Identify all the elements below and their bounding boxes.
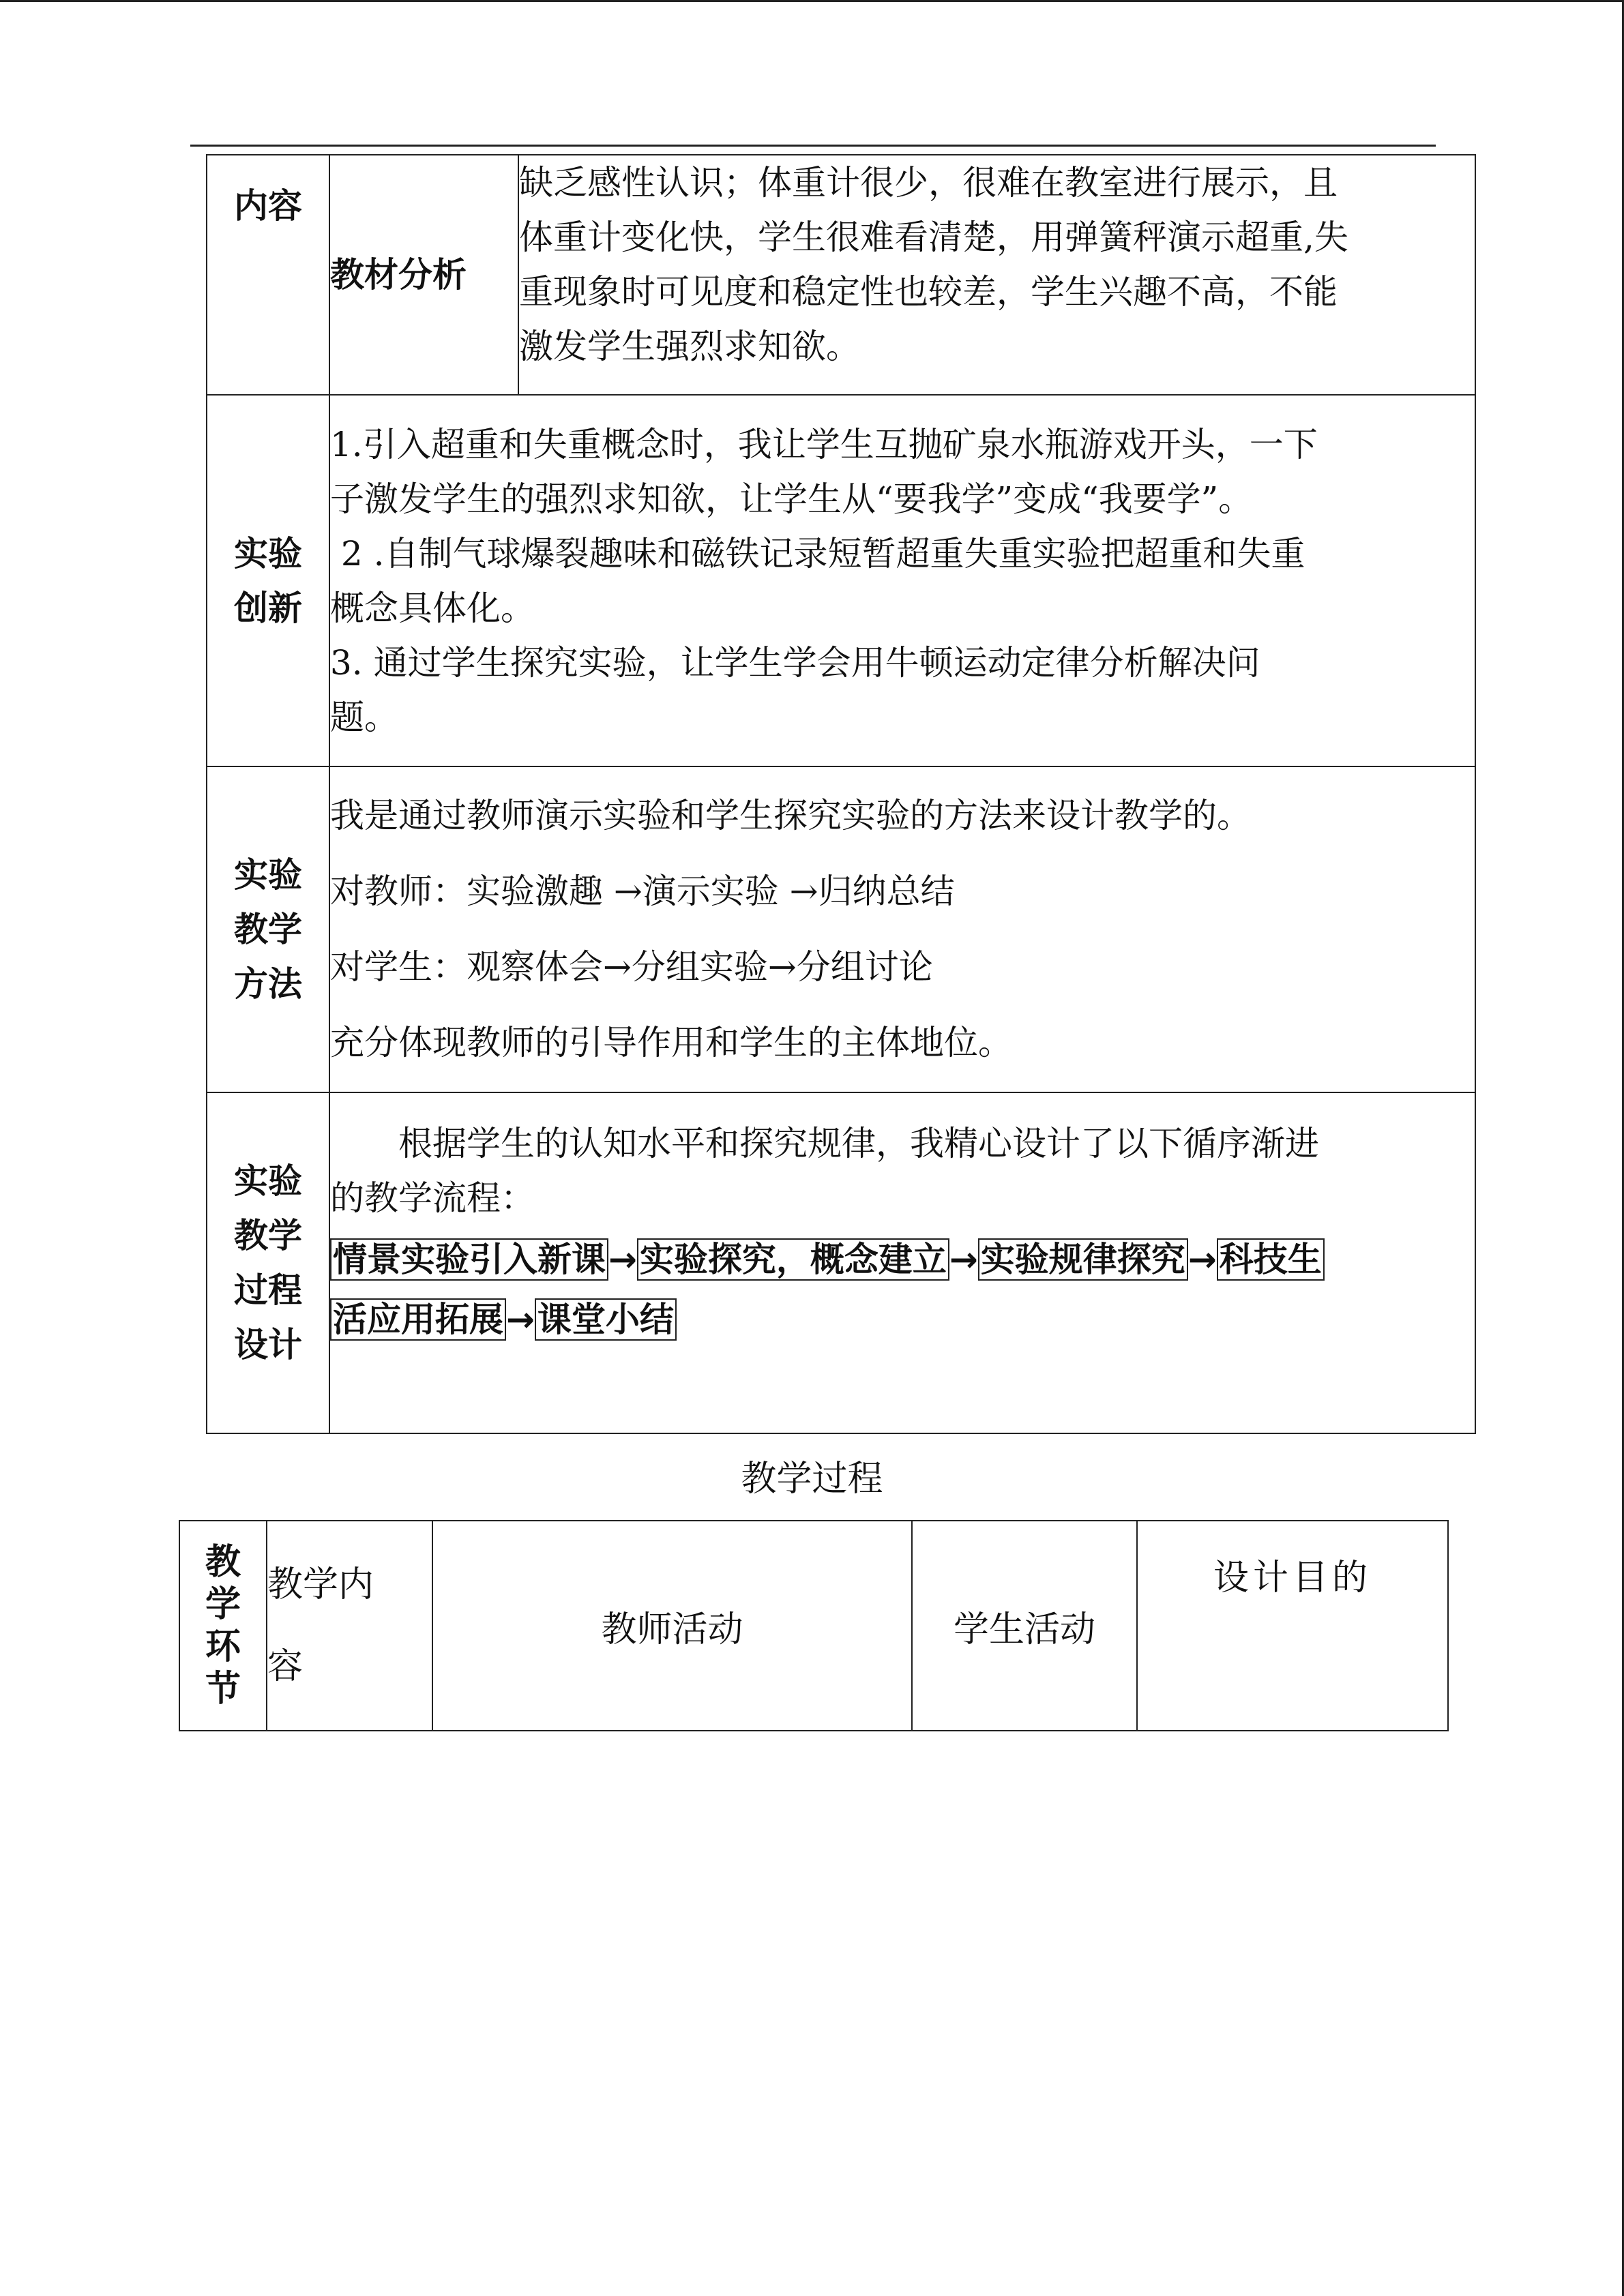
header-line: 容 bbox=[267, 1646, 304, 1687]
lesson-plan-table bbox=[206, 154, 1476, 1434]
header-char: 节 bbox=[205, 1669, 241, 1710]
process-text bbox=[329, 1092, 1475, 1433]
flow-step: 课堂小结 bbox=[535, 1298, 677, 1341]
row-label-method bbox=[207, 766, 329, 1092]
text-line: 根据学生的认知水平和探究规律，我精心设计了以下循序渐进 bbox=[398, 1124, 1319, 1163]
label-line: 实验 bbox=[234, 855, 302, 895]
text-line: 体重计变化快，学生很难看清楚，用弹簧秤演示超重,失 bbox=[519, 218, 1348, 257]
header-rule bbox=[190, 145, 1436, 147]
text-line: 的教学流程： bbox=[330, 1178, 535, 1218]
col-header-stage bbox=[179, 1521, 267, 1731]
innovation-text bbox=[329, 395, 1475, 766]
flow-arrow: → bbox=[1187, 1240, 1217, 1279]
row-textbook-analysis bbox=[207, 155, 1475, 395]
label-line: 过程 bbox=[234, 1270, 302, 1310]
flow-step: 科技生 bbox=[1217, 1238, 1325, 1281]
text-line: 题。 bbox=[330, 697, 398, 737]
text-line: 重现象时可见度和稳定性也较差，学生兴趣不高，不能 bbox=[519, 272, 1338, 312]
col-header-teacher-activity: 教师活动 bbox=[432, 1521, 912, 1731]
flow-arrow: → bbox=[608, 1240, 637, 1279]
label-line: 创新 bbox=[234, 588, 302, 628]
label-line: 实验 bbox=[234, 533, 302, 573]
text-line: 1.引入超重和失重概念时，我让学生互抛矿泉水瓶游戏开头，一下 bbox=[330, 424, 1318, 464]
text-line: 概念具体化。 bbox=[330, 588, 535, 628]
text-line: 3. 通过学生探究实验，让学生学会用牛顿运动定律分析解决问 bbox=[330, 642, 1260, 683]
textbook-analysis-text bbox=[518, 155, 1475, 395]
row-label-innovation bbox=[207, 395, 329, 766]
text-line: 对学生：观察体会→分组实验→分组讨论 bbox=[330, 947, 933, 987]
row-sublabel-textbook-analysis: 教材分析 bbox=[329, 155, 518, 395]
header-char: 环 bbox=[205, 1626, 241, 1667]
label-line: 方法 bbox=[234, 964, 302, 1004]
text-line: 子激发学生的强烈求知欲，让学生从“要我学”变成“我要学”。 bbox=[330, 479, 1253, 519]
flow-step: 活应用拓展 bbox=[330, 1298, 506, 1341]
flow-step: 实验规律探究 bbox=[978, 1238, 1188, 1281]
teaching-process-header-row bbox=[179, 1521, 1448, 1731]
label-line: 教学 bbox=[234, 1216, 302, 1255]
row-label-content: 内容 bbox=[207, 155, 329, 395]
page-border-top bbox=[0, 0, 1624, 2]
row-label-process bbox=[207, 1092, 329, 1433]
section-caption: 教学过程 bbox=[741, 1459, 883, 1500]
header-line: 教学内 bbox=[267, 1564, 374, 1605]
row-teaching-method bbox=[207, 766, 1475, 1092]
row-experiment-innovation bbox=[207, 395, 1475, 766]
col-header-content bbox=[267, 1521, 432, 1731]
col-header-student-activity: 学生活动 bbox=[912, 1521, 1137, 1731]
flow-arrow: → bbox=[949, 1240, 978, 1279]
flow-arrow: → bbox=[506, 1300, 535, 1339]
teaching-process-table bbox=[179, 1520, 1449, 1731]
text-line: 2 .自制气球爆裂趣味和磁铁记录短暂超重失重实验把超重和失重 bbox=[330, 533, 1305, 573]
text-line: 激发学生强烈求知欲。 bbox=[519, 327, 860, 366]
header-char: 学 bbox=[205, 1584, 241, 1625]
flow-step: 情景实验引入新课 bbox=[330, 1238, 608, 1281]
teaching-flow bbox=[330, 1229, 1475, 1350]
col-header-design-purpose: 设计目的 bbox=[1137, 1521, 1448, 1731]
method-text bbox=[329, 766, 1475, 1092]
label-line: 实验 bbox=[234, 1161, 302, 1201]
row-process-design bbox=[207, 1092, 1475, 1433]
label-line: 设计 bbox=[234, 1325, 302, 1365]
text-line: 我是通过教师演示实验和学生探究实验的方法来设计教学的。 bbox=[330, 796, 1251, 835]
flow-step: 实验探究，概念建立 bbox=[637, 1238, 949, 1281]
header-char: 教 bbox=[205, 1542, 241, 1583]
text-line: 缺乏感性认识；体重计很少，很难在教室进行展示，且 bbox=[519, 163, 1338, 203]
text-line: 对教师：实验激趣 →演示实验 →归纳总结 bbox=[330, 871, 955, 911]
label-line: 教学 bbox=[234, 910, 302, 949]
text-line: 充分体现教师的引导作用和学生的主体地位。 bbox=[330, 1023, 1012, 1062]
